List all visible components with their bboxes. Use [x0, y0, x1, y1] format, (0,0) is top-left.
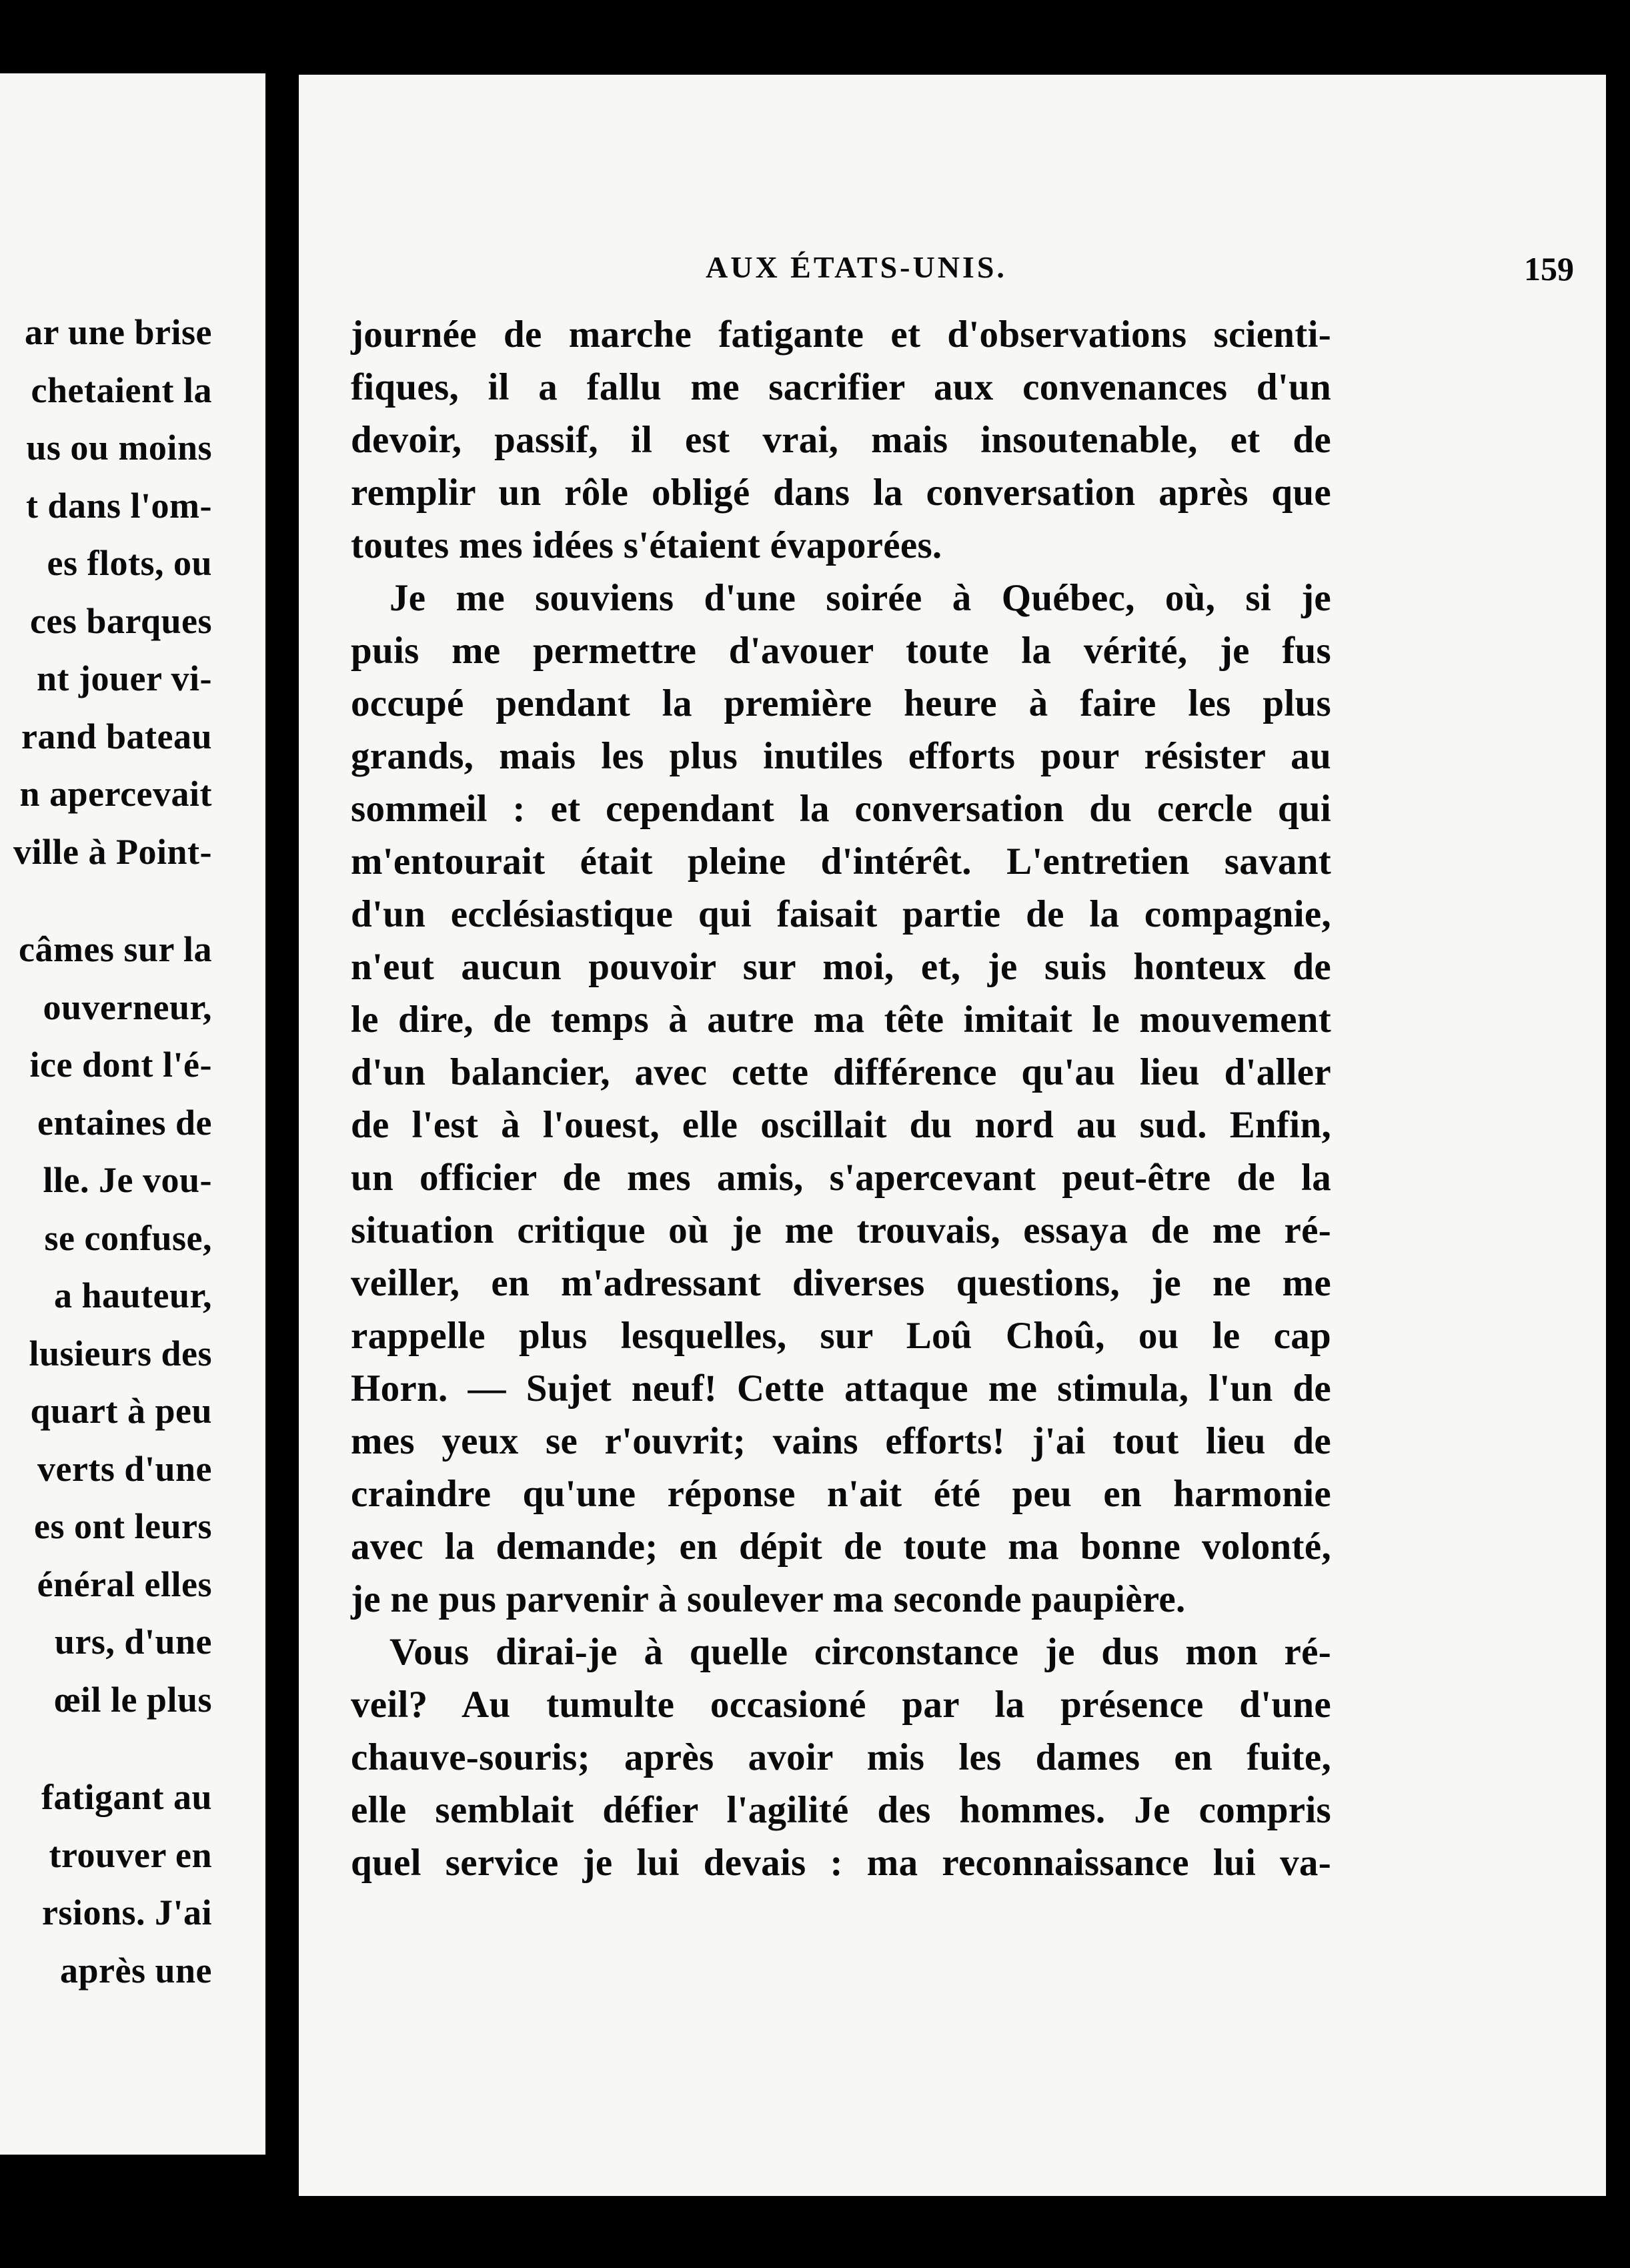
- left-line: énéral elles: [37, 1564, 212, 1604]
- text-line: d'un balancier, avec cette différence qu'au lieu d'aller: [351, 1051, 1331, 1093]
- text-line: quel service je lui devais : ma reconnaissance lui va-: [351, 1842, 1331, 1884]
- text-line: je ne pus parvenir à soulever ma seconde paupière.: [351, 1578, 1186, 1620]
- left-line: verts d'une: [37, 1448, 212, 1489]
- text-line: le dire, de temps à autre ma tête imitait le mouvement: [351, 999, 1331, 1041]
- left-line: se confuse,: [44, 1217, 212, 1258]
- text-line: Horn. — Sujet neuf! Cette attaque me stimula, l'un de: [351, 1367, 1331, 1409]
- text-line: devoir, passif, il est vrai, mais insoutenable, et de: [351, 419, 1331, 461]
- text-line: fiques, il a fallu me sacrifier aux convenances d'un: [351, 366, 1331, 408]
- left-line: après une: [59, 1950, 212, 1991]
- right-page: [299, 75, 1606, 2196]
- left-line: n apercevait: [19, 774, 212, 814]
- left-line: ville à Point-: [13, 831, 212, 872]
- text-line: journée de marche fatigante et d'observations scienti-: [351, 314, 1331, 356]
- page-number: 159: [1524, 250, 1574, 288]
- text-line: un officier de mes amis, s'apercevant peut-être de la: [351, 1157, 1331, 1199]
- text-line: occupé pendant la première heure à faire les plus: [351, 682, 1331, 724]
- text-line: sommeil : et cependant la conversation du cercle qui: [351, 788, 1331, 830]
- text-line: avec la demande; en dépit de toute ma bonne volonté,: [351, 1526, 1331, 1568]
- text-line: puis me permettre d'avouer toute la vérité, je fus: [351, 630, 1331, 672]
- left-page: [0, 73, 265, 2155]
- left-line: ice dont l'é-: [29, 1045, 212, 1085]
- text-line: d'un ecclésiastique qui faisait partie de la compagnie,: [351, 893, 1331, 935]
- left-line: lle. Je vou-: [43, 1160, 212, 1200]
- left-line: nt jouer vi-: [37, 658, 212, 698]
- left-line: câmes sur la: [19, 929, 212, 969]
- left-page-text: [0, 304, 212, 1999]
- left-line: us ou moins: [26, 428, 212, 468]
- text-line: elle semblait défier l'agilité des hommes. Je compris: [351, 1789, 1331, 1831]
- left-line: t dans l'om-: [25, 485, 212, 526]
- left-line: chetaient la: [31, 370, 212, 410]
- left-line: ar une brise: [24, 312, 212, 352]
- book-gutter: [265, 87, 299, 2161]
- text-line: de l'est à l'ouest, elle oscillait du nord au sud. Enfin,: [351, 1104, 1331, 1146]
- text-line: toutes mes idées s'étaient évaporées.: [351, 524, 942, 566]
- left-line: lusieurs des: [29, 1333, 212, 1373]
- left-line: œil le plus: [54, 1679, 212, 1720]
- left-line: quart à peu: [30, 1391, 212, 1431]
- left-line: fatigant au: [41, 1777, 212, 1817]
- body-text: [351, 308, 1331, 1889]
- text-line: craindre qu'une réponse n'ait été peu en harmonie: [351, 1473, 1331, 1515]
- running-head: AUX ÉTATS-UNIS.: [706, 250, 1007, 284]
- text-line: grands, mais les plus inutiles efforts pour résister au: [351, 735, 1331, 777]
- text-line: m'entourait était pleine d'intérêt. L'entretien savant: [351, 840, 1331, 883]
- left-line: rsions. J'ai: [41, 1892, 212, 1932]
- text-line: remplir un rôle obligé dans la conversation après que: [351, 472, 1331, 514]
- text-line: chauve-souris; après avoir mis les dames en fuite,: [351, 1736, 1331, 1778]
- text-line: n'eut aucun pouvoir sur moi, et, je suis honteux de: [351, 946, 1331, 988]
- text-line: rappelle plus lesquelles, sur Loû Choû, ou le cap: [351, 1315, 1331, 1357]
- left-line: a hauteur,: [53, 1275, 212, 1315]
- left-line: rand bateau: [21, 716, 212, 756]
- left-line: entaines de: [37, 1102, 212, 1143]
- text-line: mes yeux se r'ouvrit; vains efforts! j'ai tout lieu de: [351, 1420, 1331, 1462]
- left-line: es ont leurs: [34, 1506, 212, 1546]
- left-line: ouverneur,: [43, 987, 212, 1027]
- left-line: ces barques: [29, 600, 212, 641]
- left-line: es flots, ou: [47, 543, 212, 583]
- text-line: veil? Au tumulte occasioné par la présence d'une: [351, 1684, 1331, 1726]
- text-line: Vous dirai-je à quelle circonstance je dus mon ré-: [389, 1631, 1331, 1673]
- text-line: Je me souviens d'une soirée à Québec, où, si je: [389, 577, 1331, 619]
- text-line: veiller, en m'adressant diverses questions, je ne me: [351, 1262, 1331, 1304]
- left-line: trouver en: [49, 1834, 212, 1875]
- text-line: situation critique où je me trouvais, essaya de me ré-: [351, 1209, 1331, 1251]
- left-line: urs, d'une: [54, 1622, 212, 1662]
